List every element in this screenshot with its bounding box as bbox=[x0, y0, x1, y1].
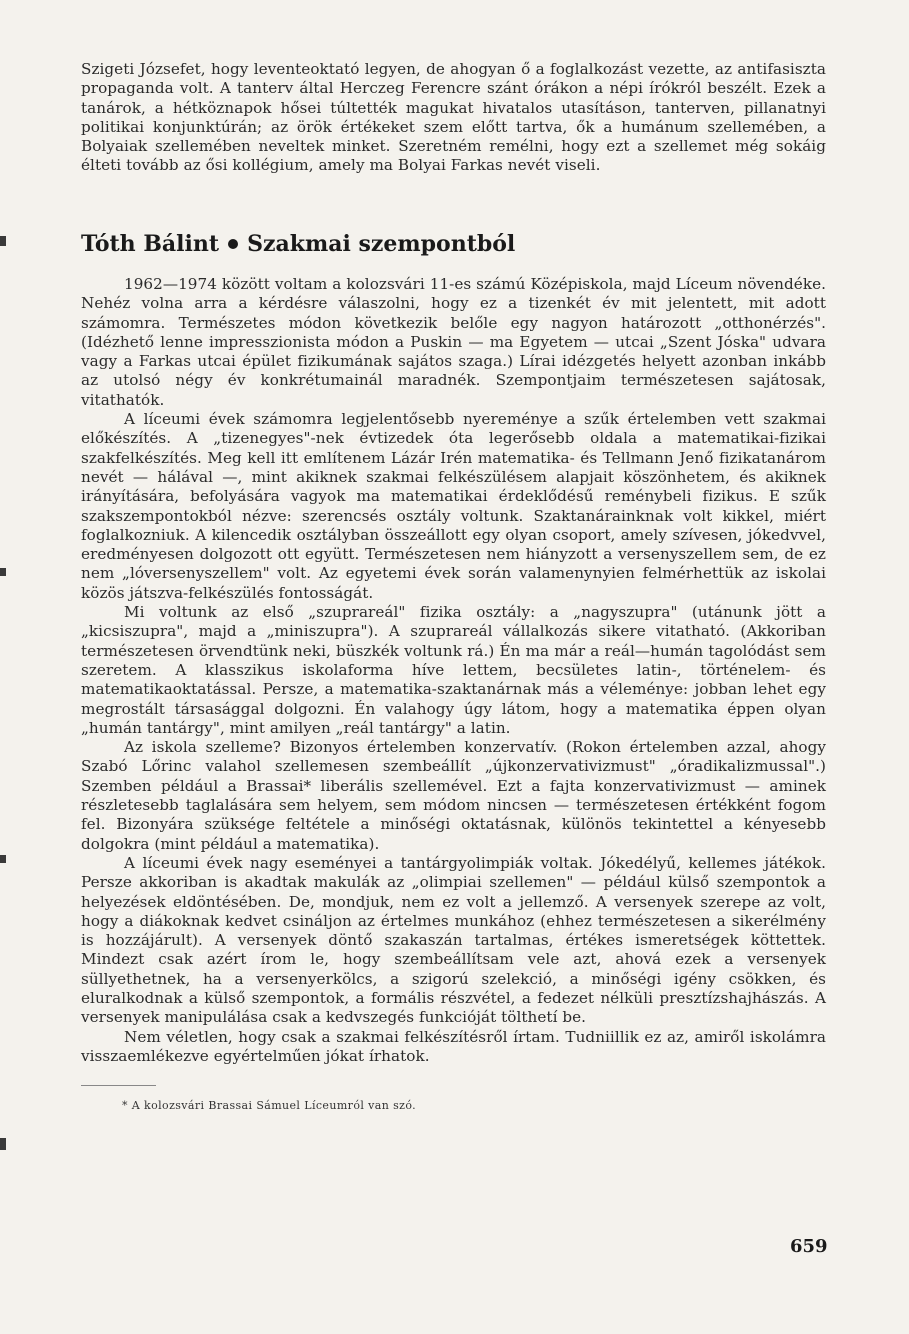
article-paragraph: A líceumi évek nagy eseményei a tantárgyolimpiák voltak. Jókedélyű, kellemes játékok. Persze akkoriban is akadtak makulák az „olimpiai szellemen" — például külső szempontok a helyezések eldöntésében. De, mondjuk, nem ez volt a jellemző. A versenyek szerepe az volt, hogy a diákoknak kedvet csináljon az értelmes munkához (ehhez természetesen a sikerélmény is hozzájárult). A versenyek döntő szakaszán tartalmas, értékes ismeretségek köttettek. Mindezt csak azért írom le, hogy szembeállítsam vele azt, ahová ezek a versenyek süllyethetnek, ha a versenyerkölcs, a szigorú szelekció, a minőségi igény csökken, és eluralkodnak a külső szempontok, a formális részvétel, a fedezet nélküli presztízshajhászás. A versenyek manipulálása csak a kedvszegés funkcióját tölthetí be. bbox=[81, 853, 826, 1027]
bullet-separator-icon bbox=[228, 239, 238, 249]
scan-edge-mark bbox=[0, 855, 6, 863]
page-number: 659 bbox=[790, 1236, 828, 1257]
footnote-divider bbox=[81, 1085, 156, 1086]
article-paragraph: Az iskola szelleme? Bizonyos értelemben konzervatív. (Rokon értelemben azzal, ahogy Szabó Lőrinc valahol szellemesen szembeállít „újkonzervativizmust" „óradikalizmussal".) Szemben például a Brassai* liberális szellemével. Ezt a fajta konzervativizmust — aminek részletesebb taglalására sem helyem, sem módom nincsen — természetesen értékként fogom fel. Bizonyára szüksége feltétele a minőségi oktatásnak, különös tekintettel a kényesebb dolgokra (mint például a matematika). bbox=[81, 738, 826, 853]
article-heading bbox=[81, 230, 515, 258]
scan-edge-mark bbox=[0, 236, 6, 246]
intro-section bbox=[81, 60, 826, 176]
article-paragraph: A líceumi évek számomra legjelentősebb nyereménye a szűk értelemben vett szakmai előkészítés. A „tizenegyes"-nek évtizedek óta legerősebb oldala a matematikai-fizikai szakfelkészítés. Meg kell itt említenem Lázár Irén matematika- és Tellmann Jenő fizikatanárom nevét — hálával —, mint akiknek szakmai felkészülésem alapjait köszönhetem, és akiknek irányítására, befolyására vagyok ma matematikai érdeklődésű reménybeli fizikus. E szűk szakszempontokból nézve: szerencsés osztály voltunk. Szaktanárainknak volt kikkel, miért foglalkozniuk. A kilencedik osztályban összeállott egy olyan csoport, amely szívesen, jókedvvel, eredményesen dolgozott ott együtt. Természetesen nem hiányzott a versenyszellem sem, de ez nem „lóversenyszellem" volt. Az egyetemi évek során valamenynyien felmérhettük az iskolai közös játszva-felkészülés fontosságát. bbox=[81, 410, 826, 602]
article-paragraph: Mi voltunk az első „szuprareál" fizika osztály: a „nagyszupra" (utánunk jött a „kicsiszupra", majd a „miniszupra"). A szuprareál vállalkozás sikere vitatható. (Akkoriban természetesen örvendtünk neki, büszkék voltunk rá.) Én ma már a reál—humán tagolódást sem szeretem. A klasszikus iskolaforma híve lettem, becsületes latin-, történelem- és matematikaoktatással. Persze, a matematika-szaktanárnak más a véleménye: jobban lehet egy megrostált társasággal dolgozni. Én valahogy úgy látom, hogy a matematika éppen olyan „humán tantárgy", mint amilyen „reál tantárgy" a latin. bbox=[81, 603, 826, 737]
article-paragraph: 1962—1974 között voltam a kolozsvári 11-es számú Középiskola, majd Líceum növendéke. Nehéz volna arra a kérdésre válaszolni, hogy ez a tizenkét év mit jelentett, mit adott számomra. Természetes módon következik belőle egy nagyon határozott „otthonérzés". (Idézhető lenne impresszionista módon a Puskin — ma Egyetem — utcai „Szent Jóska" udvara vagy a Farkas utcai épület fizikumának sajátos szaga.) Lírai idézgetés helyett azonban inkább az utolsó négy év konkrétumainál maradnék. Szempontjaim természetesen sajátosak, vitathatók. bbox=[81, 275, 826, 409]
article-author: Tóth Bálint bbox=[81, 231, 220, 257]
footnote: * A kolozsvári Brassai Sámuel Líceumról van szó. bbox=[122, 1099, 417, 1112]
article-title: Szakmai szempontból bbox=[247, 231, 516, 257]
article-paragraph: Nem véletlen, hogy csak a szakmai felkészítésről írtam. Tudniillik ez az, amiről iskolámra visszaemlékezve egyértelműen jókat írhatok. bbox=[81, 1027, 826, 1065]
article-body bbox=[81, 275, 826, 1066]
intro-paragraph: Szigeti Józsefet, hogy leventeoktató legyen, de ahogyan ő a foglalkozást vezette, az antifasiszta propaganda volt. A tanterv által Herczeg Ferencre szánt órákon a népi írókról beszélt. Ezek a tanárok, a hétköznapok hősei túltették magukat hivatalos utasításon, tanterven, pillanatnyi politikai konjunktúrán; az örök értékeket szem előtt tartva, ők a humánum szellemében, a Bolyaiak szellemében neveltek minket. Szeretném remélni, hogy ezt a szellemet még sokáig élteti tovább az ősi kollégium, amely ma Bolyai Farkas nevét viseli. bbox=[81, 60, 826, 175]
scan-edge-mark bbox=[0, 1138, 6, 1150]
scan-edge-mark bbox=[0, 568, 6, 576]
